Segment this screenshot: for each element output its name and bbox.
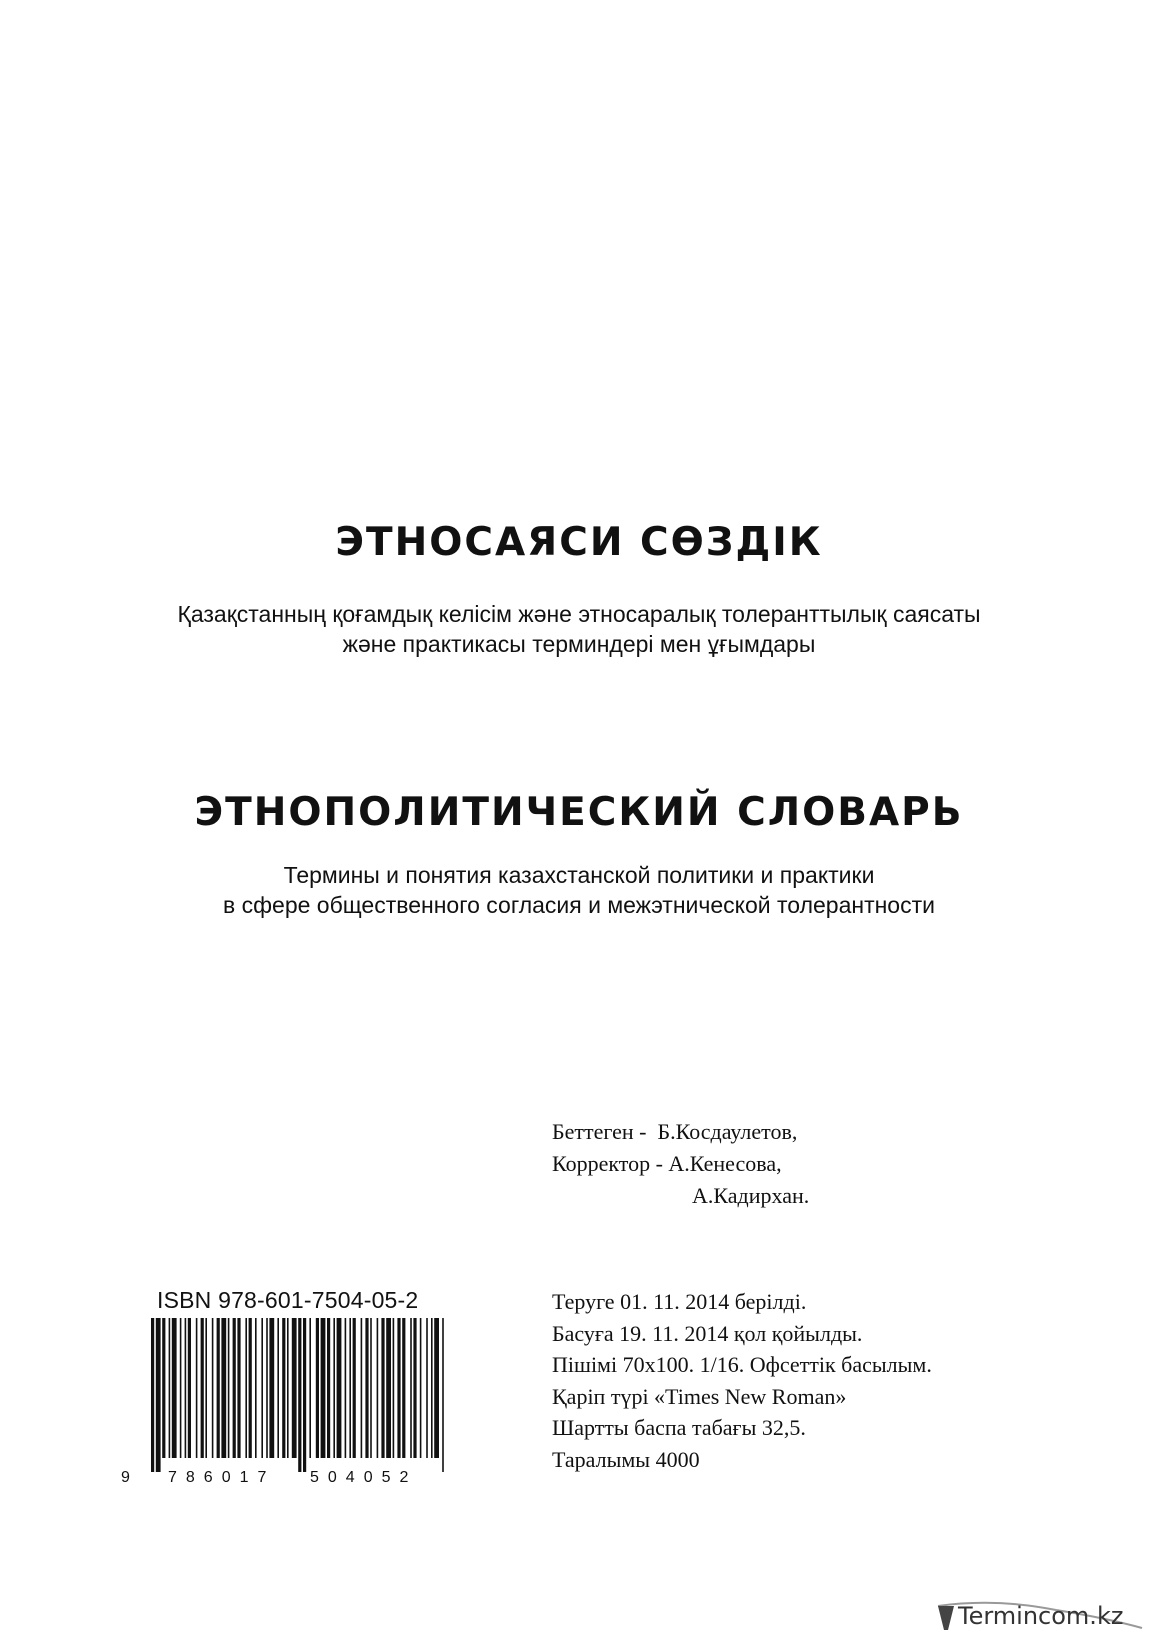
barcode-bar — [426, 1318, 428, 1458]
isbn-text: ISBN 978-601-7504-05-2 — [157, 1287, 419, 1313]
watermark-text: Termincom.kz — [958, 1602, 1124, 1630]
barcode-bar — [228, 1318, 230, 1458]
barcode-bar — [353, 1318, 356, 1458]
subtitle-russian — [0, 860, 1158, 920]
barcode-bar — [205, 1318, 207, 1458]
imprint-line: Шартты баспа табағы 32,5. — [552, 1415, 806, 1440]
barcode-bar — [365, 1318, 368, 1458]
barcode-bar — [349, 1318, 351, 1458]
barcode-bar — [172, 1318, 177, 1458]
barcode-bar — [266, 1318, 268, 1458]
barcode-bar — [212, 1318, 214, 1458]
credits-corrector-label: Корректор - — [552, 1151, 663, 1176]
imprint-line: Таралымы 4000 — [552, 1446, 700, 1472]
barcode-bar — [151, 1318, 154, 1472]
subtitle-kazakh-line-1: Қазақстанның қоғамдық келісім жəне этносаралық толеранттылық саясаты — [177, 601, 981, 627]
barcode-bar — [309, 1318, 311, 1458]
barcode-bar — [156, 1318, 161, 1472]
barcode-bar — [434, 1318, 439, 1458]
barcode-bar — [410, 1318, 412, 1458]
barcode-bar — [321, 1318, 326, 1458]
credits-layout-row — [552, 1116, 809, 1148]
barcode-bar — [377, 1318, 379, 1458]
barcode-bar — [413, 1318, 416, 1458]
imprint-line: Теруге 01. 11. 2014 берілді. — [552, 1289, 807, 1314]
barcode-bar — [282, 1318, 285, 1458]
credits-corrector-row — [552, 1148, 809, 1180]
barcode-bar — [303, 1318, 306, 1472]
barcode-bar — [370, 1318, 372, 1458]
barcode-bar — [337, 1318, 342, 1458]
barcode-bar — [333, 1318, 335, 1458]
barcode-bar — [196, 1318, 198, 1458]
barcode-bar — [316, 1318, 319, 1458]
barcode-bar — [397, 1318, 400, 1458]
barcode-bar — [420, 1318, 422, 1458]
barcode-bar — [237, 1318, 240, 1458]
title-kazakh: ЭТНОСАЯСИ СӨЗДІК — [335, 520, 823, 565]
barcode-bar — [169, 1318, 171, 1458]
barcode-bar — [287, 1318, 289, 1458]
barcode-bar — [185, 1318, 187, 1458]
subtitle-kazakh-line-2: жəне практикасы терминдері мен ұғымдары — [342, 631, 816, 657]
barcode-bar — [201, 1318, 204, 1458]
barcode-bar — [298, 1318, 301, 1472]
barcode-bar — [162, 1318, 165, 1458]
credits-block — [552, 1116, 809, 1212]
barcode-bar — [277, 1318, 279, 1458]
barcode-bar — [402, 1318, 405, 1458]
barcode-digits-right: 504052 — [310, 1469, 418, 1484]
barcode-bar — [393, 1318, 395, 1458]
credits-corrector-name-2: А.Кадирхан. — [692, 1183, 810, 1208]
watermark-logo — [936, 1600, 1146, 1632]
barcode-bar — [245, 1318, 247, 1458]
barcode-bar — [261, 1318, 263, 1458]
subtitle-russian-line-1: Термины и понятия казахстанской политики и практики — [283, 862, 875, 888]
credits-corrector-row-2 — [552, 1180, 809, 1212]
credits-layout-label: Беттеген - — [552, 1119, 647, 1144]
isbn-barcode — [115, 1318, 475, 1484]
barcode-bar — [180, 1318, 182, 1458]
barcode-bar — [249, 1318, 252, 1458]
barcode-bar — [442, 1318, 444, 1472]
barcode-digits-left: 786017 — [168, 1469, 276, 1484]
barcode-bar — [431, 1318, 433, 1458]
imprint-block — [552, 1286, 932, 1475]
barcode-bar — [292, 1318, 297, 1458]
subtitle-russian-line-2: в сфере общественного согласия и межэтнической толерантности — [223, 892, 935, 918]
barcode-bar — [345, 1318, 347, 1458]
barcode-bar — [221, 1318, 226, 1458]
barcode-bar — [269, 1318, 274, 1458]
barcode-bar — [327, 1318, 330, 1458]
barcode-bar — [233, 1318, 236, 1458]
barcode-digit-first: 9 — [121, 1469, 130, 1484]
credits-corrector-name-1: А.Кенесова, — [668, 1151, 782, 1176]
imprint-line: Пішімі 70х100. 1/16. Офсеттік басылым. — [552, 1352, 932, 1377]
barcode-bar — [217, 1318, 220, 1458]
barcode-bar — [255, 1318, 257, 1458]
credits-layout-name: Б.Косдаулетов, — [657, 1119, 798, 1144]
barcode-bar — [381, 1318, 384, 1458]
title-russian: ЭТНОПОЛИТИЧЕСКИЙ СЛОВАРЬ — [194, 790, 964, 835]
imprint-line: Қаріп түрі «Times New Roman» — [552, 1383, 847, 1409]
barcode-bar — [386, 1318, 391, 1458]
barcode-bars — [151, 1318, 444, 1472]
imprint-line: Басуға 19. 11. 2014 қол қойылды. — [552, 1320, 863, 1346]
barcode-bar — [361, 1318, 363, 1458]
subtitle-kazakh — [0, 599, 1158, 659]
barcode-bar — [188, 1318, 191, 1458]
